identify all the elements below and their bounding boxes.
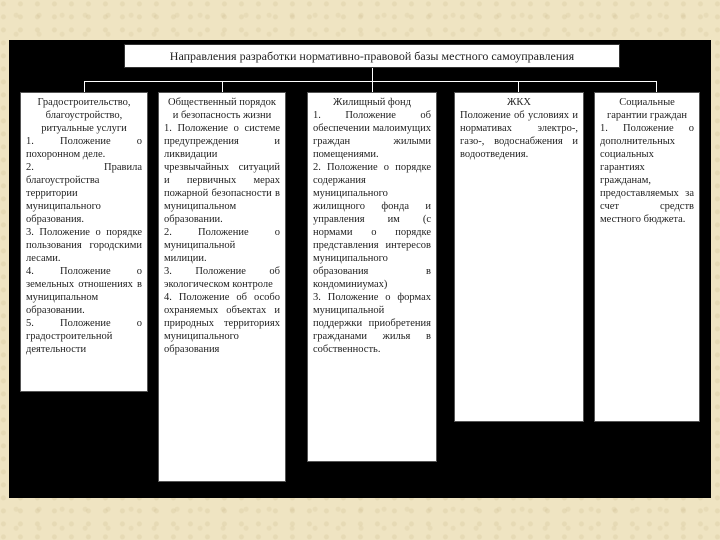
list-item: 4. Положение об особо охраняемых объектах и природных территориях муниципального образования [164,292,280,355]
column-header: Социальные гарантии граждан [606,97,688,121]
list-item: 1. Положение о дополнительных социальных гарантиях гражданам, предоставляемых за счет средств местного бюджета. [600,123,694,225]
column-social-guarantees [594,92,700,422]
list-item: 2. Правила благоустройства территории муниципального образования. [26,162,142,225]
connector-col-4 [518,81,519,92]
diagram-title: Направления разработки нормативно-правовой базы местного самоуправления [124,44,620,68]
list-item: 2. Положение о муниципальной милиции. [164,227,280,264]
connector-horizontal-bus [84,81,656,82]
list-item: 4. Положение о земельных отношениях в муниципальном образовании. [26,266,142,316]
list-item: 1. Положение о похоронном деле. [26,136,142,160]
list-item: 1. Положение об обеспечении малоимущих граждан жилыми помещениями. [313,110,431,160]
list-item: 1. Положение о системе предупреждения и ликвидации чрезвычайных ситуаций и первичных мерах пожарной безопасности в муниципальном образовании. [164,123,280,225]
column-header: Общественный порядок и безопасность жизни [168,97,276,121]
list-item: 5. Положение о градостроительной деятельности [26,318,142,355]
list-item: 3. Положение о формах муниципальной поддержки приобретения гражданами жилья в собственность. [313,292,431,355]
column-header: Жилищный фонд [333,97,411,108]
column-urban-planning [20,92,148,392]
column-header: Градостроительство, благоустройство, ритуальные услуги [37,97,131,134]
list-item: 3. Положение об экологическом контроле [164,266,280,290]
list-item: 2. Положение о порядке содержания муниципального жилищного фонда и управления им (с нормами о порядке представления интересов муниципального образования в кондоминиумах) [313,162,431,290]
column-header: ЖКХ [507,97,531,108]
list-item: 3. Положение о порядке пользования городскими лесами. [26,227,142,264]
column-housing-utilities [454,92,584,422]
column-housing-fund [307,92,437,462]
list-item: Положение об условиях и нормативах электро-, газо-, водоснабжения и водоотведения. [460,110,578,160]
connector-vertical-main [372,68,373,81]
connector-col-3 [372,81,373,92]
connector-col-2 [222,81,223,92]
connector-col-5 [656,81,657,92]
column-public-order [158,92,286,482]
connector-col-1 [84,81,85,92]
